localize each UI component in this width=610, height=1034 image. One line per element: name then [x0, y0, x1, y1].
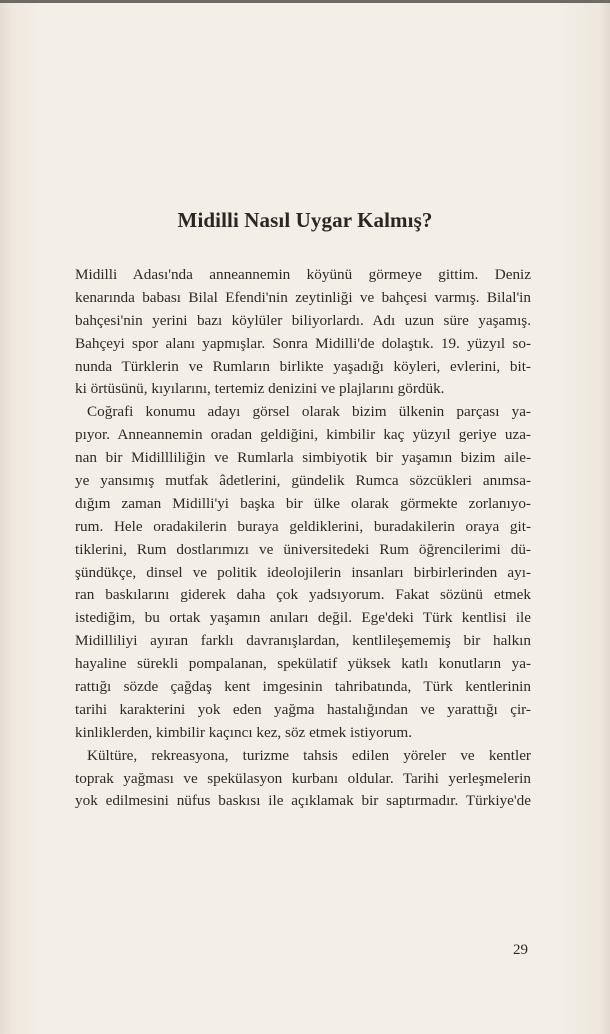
- text-line: istediğim, bu ortak yaşamın anıları değil. Ege'deki Türk kentlisi ile: [75, 609, 531, 627]
- text-line: şündükçe, dinsel ve politik ideolojilerin insanları birbirlerinden ayı-: [75, 563, 531, 581]
- page-number: 29: [513, 942, 528, 958]
- text-line: Kültüre, rekreasyona, turizme tahsis edilen yöreler ve kentler: [87, 746, 531, 764]
- body-text: [75, 264, 531, 813]
- text-line: tiklerini, Rum dostlarımızı ve üniversitedeki Rum öğrencilerimi dü-: [75, 540, 531, 558]
- text-line: hayaline sürekli pompalanan, spekülatif yüksek katlı konutların ya-: [75, 655, 531, 673]
- text-line: Midilli Adası'nda anneannemin köyünü görmeye gittim. Deniz: [75, 266, 531, 283]
- text-line: bahçesi'nin yerini bazı köylüler biliyorlardı. Adı uzun süre yaşamış.: [75, 311, 531, 329]
- text-line: yok edilmesini nüfus baskısı ile açıklamak bir saptırmadır. Türkiye'de: [75, 792, 531, 810]
- text-line: kinliklerden, kimbilir kaçıncı kez, söz etmek istiyorum.: [75, 723, 412, 741]
- text-line: toprak yağması ve spekülasyon kurbanı oldular. Tarihi yerleşmelerin: [75, 769, 531, 787]
- text-line: pıyor. Anneannemin oradan geldiğini, kimbilir kaç yüzyıl geriye uza-: [75, 426, 531, 444]
- text-line: Coğrafi konumu adayı görsel olarak bizim ülkenin parçası ya-: [87, 403, 531, 421]
- page-top-edge: [0, 0, 610, 3]
- text-line: nunda Türklerin ve Rumların birlikte yaşadığı köyleri, evlerini, bit-: [75, 357, 531, 375]
- text-line: Midilliliyi ayıran farklı davranışlardan, kentlileşememiş bir halkın: [75, 632, 531, 650]
- text-line: nan bir Midillliliğin ve Rumlarla simbiyotik bir yaşamın bizim aile-: [75, 449, 531, 467]
- text-line: ran baskılarını giderek daha çok yadsıyorum. Fakat sözünü etmek: [75, 586, 531, 604]
- text-line: ye yansımış mutfak âdetlerini, gündelik Rumca sözcükleri anımsa-: [75, 472, 531, 490]
- text-line: Bahçeyi spor alanı yapmışlar. Sonra Midilli'de dolaştık. 19. yüzyıl so-: [75, 334, 531, 352]
- text-line: dığım zaman Midilli'yi başka bir ülke olarak görmekte zorlanıyo-: [75, 494, 531, 512]
- text-line: kenarında babası Bilal Efendi'nin zeytinliği ve bahçesi varmış. Bilal'in: [75, 288, 531, 306]
- chapter-title: Midilli Nasıl Uygar Kalmış?: [177, 208, 433, 232]
- text-line: ki örtüsünü, kıyılarını, tertemiz denizini ve plajlarını gördük.: [75, 380, 445, 398]
- text-line: rum. Hele oradakilerin buraya geldiklerini, buradakilerin oraya git-: [75, 517, 531, 535]
- text-line: rattığı sözde çağdaş kent imgesinin tahribatında, Türk kentlerinin: [75, 678, 531, 696]
- text-line: tarihi karakterini yok eden yağma hastalığından ve yarattığı çir-: [75, 700, 531, 718]
